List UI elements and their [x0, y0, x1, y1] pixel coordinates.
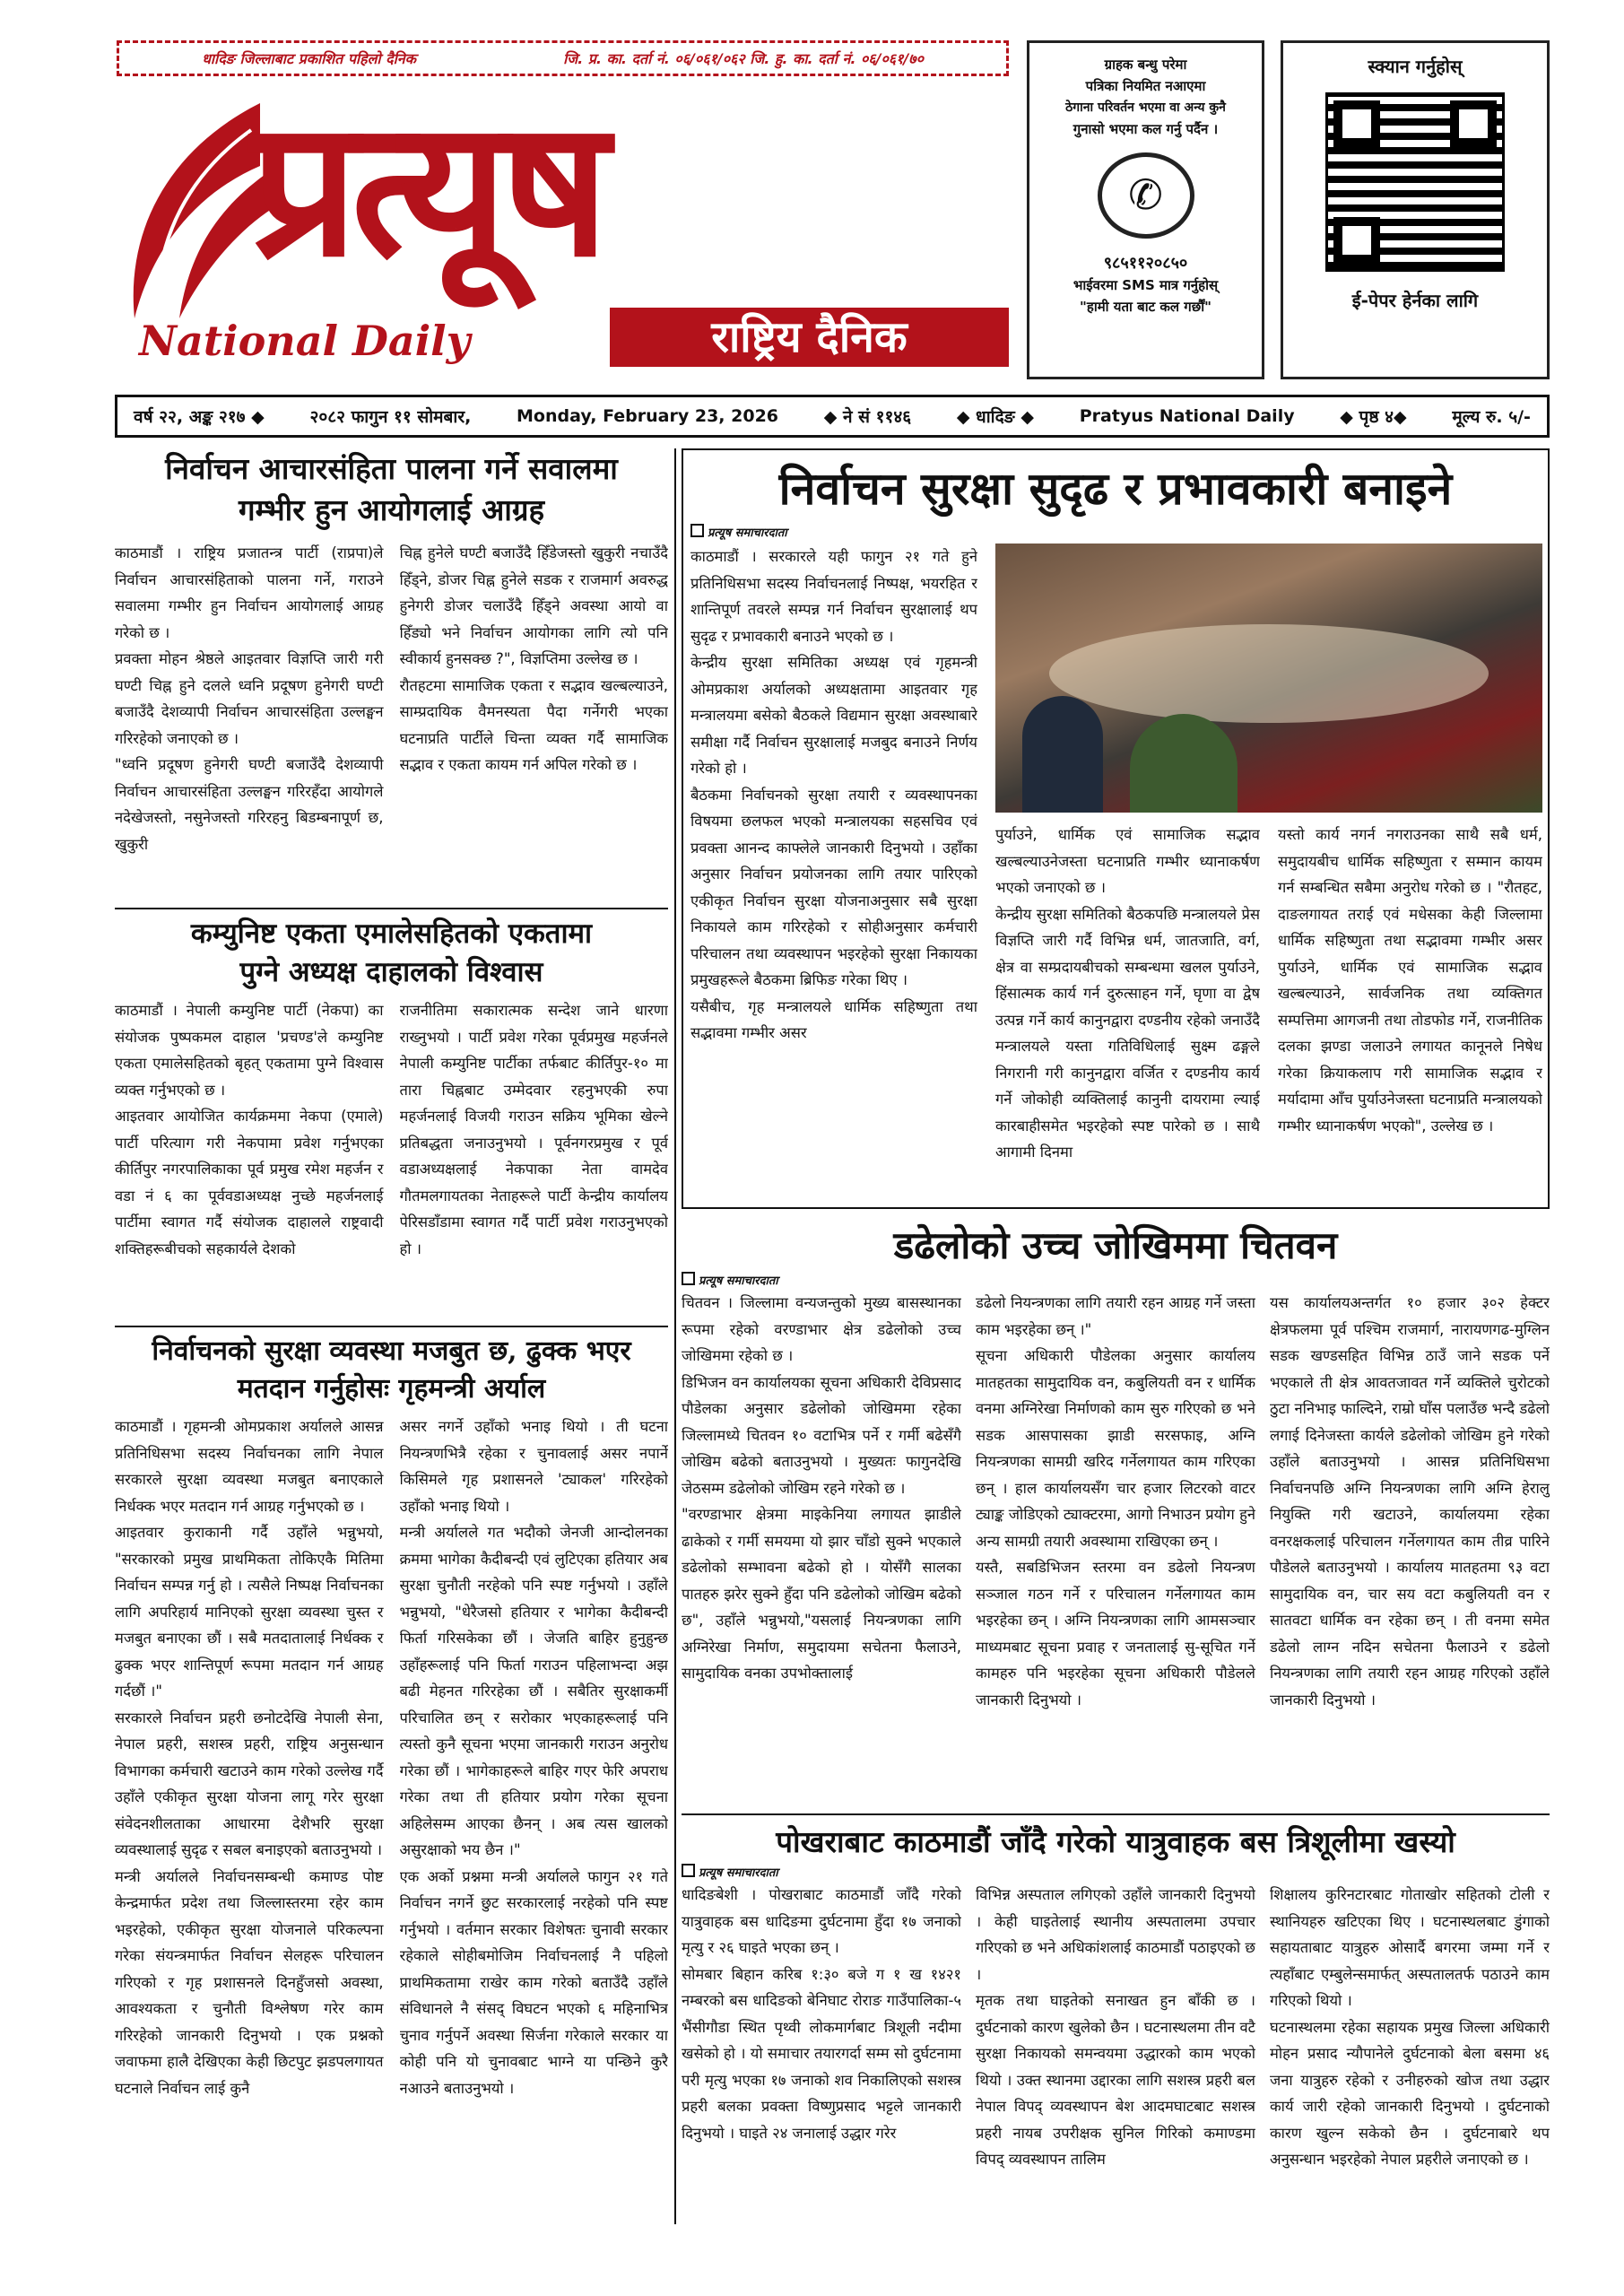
- byline: प्रत्यूष समाचारदाता: [682, 1864, 1550, 1880]
- divider: [682, 1813, 1550, 1815]
- qr-title: स्क्यान गर्नुहोस्: [1368, 56, 1463, 77]
- notice-line: ठेगाना परिवर्तन भएमा वा अन्य कुनै: [1065, 100, 1226, 115]
- nepal-samvat: ◆ ने सं ११४६: [823, 407, 912, 427]
- notice-phone: ९८५११२०८५०: [1103, 254, 1188, 273]
- headline: मतदान गर्नुहोसः गृहमन्त्री अर्याल: [237, 1373, 546, 1405]
- article-forest-fire: [682, 1220, 1550, 1819]
- article-body: शिक्षालय कुरिनटारबाट गोताखोर सहितको टोली र स्थानियहरु खटिएका थिए । घटनास्थलबाट डुंगाको सहायताबाट यात्रुहरु ओसार्दै बगरमा जम्मा गर्ने र त्यहाँबाट एम्बुलेन्समार्फत् अस्पतालतर्फ पठाउने काम गरिएको थियो । घटनास्थलमा रहेका सहायक प्रमुख जिल्ला अधिकारी मोहन प्रसाद न्यौपानेले दुर्घटनाको बेला बसमा ४६ जना यात्रुहरु रहेको र उनीहरुको खोज तथा उद्धार कार्य जारी रहेको जानकारी दिनुभयो । दुर्घटनाको कारण खुल्न सकेको छैन । दुर्घटनाबारे थप अनुसन्धान भइरहेको नेपाल प्रहरीले जनाएको छ ।: [1270, 1886, 1550, 2168]
- column-separator: [674, 448, 676, 2224]
- article-body: चितवन । जिल्लामा वन्यजन्तुको मुख्य बासस्थानका रूपमा रहेको वरण्डाभार क्षेत्र डढेलोको उच्च जोखिममा रहेको छ । डिभिजन वन कार्यालयका सूचना अधिकारी देविप्रसाद पौडेलका अनुसार डढेलोको जोखिममा रहेका जिल्लामध्ये चितवन १० वटाभित्र पर्ने र गर्मी बढेसँगै जोखिम बढेको बताउनुभयो । मुख्यतः फागुनदेखि जेठसम्म डढेलोको जोखिम रहने गरेको छ । "वरण्डाभार क्षेत्रमा माइकेनिया लगायत झाडीले ढाकेको र गर्मी समयमा यो झार चाँडो सुक्ने भएकाले डढेलोको सम्भावना बढेको हो । योसँगै सालका पातहरु झरेर सुक्ने हुँदा पनि डढेलोको जोखिम बढेको छ", उहाँले भन्नुभयो,"यसलाई नियन्त्रणका लागि अग्निरेखा निर्माण, समुदायमा सचेतना फैलाउने, सामुदायिक वनका उपभोक्तालाई: [682, 1294, 961, 1682]
- masthead-title: प्रत्यूष: [251, 77, 603, 299]
- article-body: काठमाडौं । सरकारले यही फागुन २१ गते हुने प्रतिनिधिसभा सदस्य निर्वाचनलाई निष्पक्ष, भयरहित र शान्तिपूर्ण तवरले सम्पन्न गर्न निर्वाचन सुरक्षालाई थप सुदृढ र प्रभावकारी बनाउने भएको छ । केन्द्रीय सुरक्षा समितिका अध्यक्ष एवं गृहमन्त्री ओमप्रकाश अर्यालको अध्यक्षतामा आइतवार गृह मन्त्रालयमा बसेको बैठकले विद्यमान सुरक्षा अवस्थाबारे समीक्षा गर्दै निर्वाचन सुरक्षालाई मजबुद बनाउने निर्णय गरेको हो । बैठकमा निर्वाचनको सुरक्षा तयारी र व्यवस्थापनका विषयमा छलफल भएको मन्त्रालयका सहसचिव एवं प्रवक्ता आनन्द काफ्लेले जानकारी दिनुभयो । उहाँका अनुसार निर्वाचन प्रयोजनका लागि तयार पारिएको एकीकृत निर्वाचन सुरक्षा योजनाअनुसार सबै सुरक्षा निकायले काम गरिरहेको र सोहीअनुसार कर्मचारी परिचालन तथा व्यवस्थापन भइरहेको सुरक्षा निकायका प्रमुखहरूले बैठकमा ब्रिफिङ गरेका थिए । यसैबीच, गृह मन्त्रालयले धार्मिक सहिष्णुता तथा सद्भावमा गम्भीर असर: [690, 548, 977, 1041]
- article-body: काठमाडौं । गृहमन्त्री ओमप्रकाश अर्यालले आसन्न प्रतिनिधिसभा सदस्य निर्वाचनका लागि नेपाल सरकारले सुरक्षा व्यवस्था मजबुत बनाएकाले निर्धक्क भएर मतदान गर्न आग्रह गर्नुभएको छ । आइतवार कुराकानी गर्दै उहाँले भन्नुभयो, "सरकारको प्रमुख प्राथमिकता तोकिएकै मितिमा निर्वाचन सम्पन्न गर्नु हो । त्यसैले निष्पक्ष निर्वाचनका लागि अपरिहार्य मानिएको सुरक्षा व्यवस्था चुस्त र मजबुत बनाएका छौं । सबै मतदातालाई निर्धक्क र ढुक्क भएर शान्तिपूर्ण रूपमा मतदान गर्न आग्रह गर्दछौं ।" सरकारले निर्वाचन प्रहरी छनोटदेखि नेपाली सेना, नेपाल प्रहरी, सशस्त्र प्रहरी, राष्ट्रिय अनुसन्धान विभागका कर्मचारी खटाउने काम गरेको उल्लेख गर्दै उहाँले एकीकृत सुरक्षा योजना लागू गरेर सुरक्षा संवेदनशीलताका आधारमा देशैभरि सुरक्षा व्यवस्थालाई सुदृढ र सबल बनाइएको बताउनुभयो । मन्त्री अर्यालले निर्वाचनसम्बन्धी कमाण्ड पोष्ट केन्द्रमार्फत प्रदेश तथा जिल्लास्तरमा रहेर काम भइरहेको, एकीकृत सुरक्षा योजनाले परिकल्पना गरेका संयन्त्रमार्फत निर्वाचन सेलहरू परिचालन गरिएको र गृह प्रशासनले दिनहुँजसो अवस्था, आवश्यकता र चुनौती विश्लेषण गरेर काम गरिरहेको जानकारी दिनुभयो । एक प्रश्नको जवाफमा हालै देखिएका केही छिटपुट झडपलगायत घटनाले निर्वाचन लाई कुनै: [115, 1418, 384, 2097]
- article-body: यस कार्यालयअन्तर्गत १० हजार ३०२ हेक्टर क्षेत्रफलमा पूर्व पश्चिम राजमार्ग, नारायणगढ-मुग्लिन सडक खण्डसहित विभिन्न ठाउँ जाने सडक पर्ने भएकाले ती क्षेत्र आवतजावत गर्ने व्यक्तिले चुरोटको ठुटा ननिभाइ फाल्दिने, राम्रो घाँस पलाउँछ भन्दै डढेलो लगाई दिनेजस्ता कार्यले डढेलोको जोखिम हुने गरेको उहाँले बताउनुभयो । आसन्न प्रतिनिधिसभा निर्वाचनपछि अग्नि नियन्त्रणका लागि अग्नि हेरालु नियुक्ति गरी खटाउने, कार्यालयमा रहेका वनरक्षकलाई परिचालन गर्नेलगायत काम तीव्र पारिने पौडेलले बताउनुभयो । कार्यालय मातहतमा ९३ वटा सामुदायिक वन, चार सय वटा कबुलियती वन र सातवटा धार्मिक वन रहेका छन् । ती वनमा समेत डढेलो लाग्न नदिन सचेतना फैलाउने र डढेलो नियन्त्रणका लागि तयारी रहन आग्रह गरिएको उहाँले जानकारी दिनुभयो ।: [1270, 1294, 1550, 1709]
- byline: प्रत्यूष समाचारदाता: [690, 524, 1541, 540]
- article-body: विभिन्न अस्पताल लगिएको उहाँले जानकारी दिनुभयो । केही घाइतेलाई स्थानीय अस्पतालमा उपचार गरिएको छ भने अधिकांशलाई काठमाडौं पठाइएको छ । मृतक तथा घाइतेको सनाखत हुन बाँकी छ । दुर्घटनाको कारण खुलेको छैन । घटनास्थलमा तीन वटै सुरक्षा निकायको समन्वयमा उद्धारको काम भएको थियो । उक्त स्थानमा उद्दारका लागि सशस्त्र प्रहरी बल नेपाल विपद् व्यवस्थापन बेश आदमघाटबाट सशस्त्र प्रहरी नायब उपरीक्षक सुनिल गिरिको कमाण्डमा विपद् व्यवस्थापन तालिम: [976, 1886, 1255, 2168]
- article-communist-unity: [115, 915, 668, 1316]
- article-body: यस्तो कार्य नगर्न नगराउनका साथै सबै धर्म, समुदायबीच धार्मिक सहिष्णुता र सम्मान कायम गर्न सम्बन्धित सबैमा अनुरोध गरेको छ । "रौतहट, दाङलगायत तराई एवं मधेसका केही जिल्लामा धार्मिक सहिष्णुता तथा सद्भावमा गम्भीर असर पुर्याउने, धार्मिक एवं सामाजिक सद्भाव खल्बल्याउने, सार्वजनिक तथा व्यक्तिगत सम्पत्तिमा आगजनी तथा तोडफोड गर्ने, राजनीतिक दलका झण्डा जलाउने लगायत कानूनले निषेध गरेका क्रियाकलाप गरी सामाजिक सद्भाव र मर्यादामा आँच पुर्याउनेजस्ता घटनाप्रति मन्त्रालयको गम्भीर ध्यानाकर्षण भएको", उल्लेख छ ।: [1278, 826, 1542, 1135]
- masthead-english: National Daily: [139, 317, 471, 365]
- headline: निर्वाचनको सुरक्षा व्यवस्था मजबुत छ, ढुक्क भएर: [152, 1335, 631, 1367]
- price: मूल्य रु. ५/-: [1452, 407, 1531, 427]
- date-nepali: २०८२ फागुन ११ सोमबार,: [309, 407, 472, 427]
- masthead-nepali: राष्ट्रिय दैनिक: [610, 308, 1009, 367]
- quill-logo-icon: [117, 94, 269, 327]
- lead-article: [682, 448, 1550, 1209]
- byline: प्रत्यूष समाचारदाता: [682, 1272, 1550, 1288]
- article-body: चिह्न हुनेले घण्टी बजाउँदै हिँडेजस्तो खुकुरी नचाउँदै हिँड्ने, डोजर चिह्न हुनेले सडक र राजमार्ग अवरुद्ध हुनेगरी डोजर चलाउँदै हिँड्ने अवस्था आयो वा हिँड्यो भने निर्वाचन आयोगका लागि त्यो पनि स्वीकार्य हुनसक्छ ?", विज्ञप्तिमा उल्लेख छ । रौतहटमा सामाजिक एकता र सद्भाव खल्बल्याउने, साम्प्रदायिक वैमनस्यता पैदा गर्नेगरी भएका घटनाप्रति पार्टीले चिन्ता व्यक्त गर्दै सामाजिक सद्भाव र एकता कायम गर्न अपिल गरेको छ ।: [399, 544, 668, 773]
- viber-phone-icon: ✆: [1098, 152, 1194, 239]
- article-bus-accident: [682, 1821, 1550, 2276]
- notice-line: ग्राहक बन्धु परेमा: [1104, 57, 1187, 73]
- registration-number: जि. प्र. का. दर्ता नं. ०६/०६१/०६२ जि. हु. का. दर्ता नं. ०६/०६१/७०: [563, 50, 924, 67]
- article-body: राजनीतिमा सकारात्मक सन्देश जाने धारणा राख्नुभयो । पार्टी प्रवेश गरेका पूर्वप्रमुख महर्जनले नेपाली कम्युनिष्ट पार्टीका तर्फबाट कीर्तिपुर-१० मा तारा चिह्नबाट उम्मेदवार रहनुभएकी रुपा महर्जनलाई विजयी गराउन सक्रिय भूमिका खेल्ने प्रतिबद्धता जनाउनुभयो । पूर्वनगरप्रमुख र पूर्व वडाअध्यक्षलाई नेकपाका नेता वामदेव गौतमलगायतका नेताहरूले पार्टी केन्द्रीय कार्यालय पेरिसडाँडामा स्वागत गर्दै पार्टी प्रवेश गराउनुभएको हो ।: [399, 1002, 668, 1257]
- qr-caption: ई-पेपर हेर्नका लागि: [1351, 290, 1479, 311]
- meeting-photo: [995, 544, 1542, 813]
- volume-issue: वर्ष २२, अङ्क २१७ ◆: [134, 407, 265, 427]
- article-home-minister: [115, 1333, 668, 2274]
- headline: पुग्ने अध्यक्ष दाहालको विश्वास: [239, 956, 543, 988]
- date-english: Monday, February 23, 2026: [517, 406, 779, 426]
- qr-code-icon[interactable]: [1325, 92, 1505, 272]
- article-election-code: [115, 448, 668, 885]
- headline: कम्युनिष्ट एकता एमालेसहितको एकतामा: [190, 918, 593, 950]
- lead-headline: निर्वाचन सुरक्षा सुदृढ र प्रभावकारी बनाइने: [778, 462, 1453, 515]
- notice-line: पत्रिका नियमित नआएमा: [1085, 78, 1206, 94]
- divider: [115, 908, 668, 909]
- article-body: धादिङबेशी । पोखराबाट काठमाडौं जाँदै गरेको यात्रुवाहक बस धादिङमा दुर्घटनामा हुँदा १७ जनाको मृत्यु र २६ घाइते भएका छन् । सोमबार बिहान करिब १:३० बजे ग १ ख १४२१ नम्बरको बस धादिङको बेनिघाट रोराङ गाउँपालिका-५ भैंसीगौडा स्थित पृथ्वी लोकमार्गबाट त्रिशूली नदीमा खसेको हो । यो समाचार तयारगर्दा सम्म सो दुर्घटनामा परी मृत्यु भएका १७ जनाको शव निकालिएको सशस्त्र प्रहरी बलका प्रवक्ता विष्णुप्रसाद भट्टले जानकारी दिनुभयो । घाइते २४ जनालाई उद्धार गरेर: [682, 1886, 961, 2142]
- article-body: काठमाडौं । नेपाली कम्युनिष्ट पार्टी (नेकपा) का संयोजक पुष्पकमल दाहाल 'प्रचण्ड'ले कम्युनिष्ट एकता एमालेसहितको बृहत् एकतामा पुग्ने विश्वास व्यक्त गर्नुभएको छ । आइतवार आयोजित कार्यक्रममा नेकपा (एमाले) पार्टी परित्याग गरी नेकपामा प्रवेश गर्नुभएका कीर्तिपुर नगरपालिकाका पूर्व प्रमुख रमेश महर्जन र वडा नं ६ का पूर्ववडाअध्यक्ष नुच्छे महर्जनलाई पार्टीमा स्वागत गर्दै संयोजक दाहालले राष्ट्रवादी शक्तिहरूबीचको सहकार्यले देशको: [115, 1002, 384, 1257]
- notice-sms: भाईवरमा SMS मात्र गर्नुहोस्: [1073, 277, 1219, 293]
- article-body: असर नगर्ने उहाँको भनाइ थियो । ती घटना नियन्त्रणभित्रै रहेका र चुनावलाई असर नपार्ने किसिमले गृह प्रशासनले 'ट्याकल' गरिरहेको उहाँको भनाइ थियो । मन्त्री अर्यालले गत भदौको जेनजी आन्दोलनका क्रममा भागेका कैदीबन्दी एवं लुटिएका हतियार अब सुरक्षा चुनौती नरहेको पनि स्पष्ट गर्नुभयो । उहाँले भन्नुभयो, "धेरैजसो हतियार र भागेका कैदीबन्दी फिर्ता गरिसकेका छौं । जेजति बाहिर हुनुहुन्छ उहाँहरूलाई पनि फिर्ता गराउन पहिलाभन्दा अझ बढी मेहनत गरिरहेका छौं । सबैतिर सुरक्षाकर्मी परिचालित छन् र सरोकार भएकाहरूलाई पनि त्यस्तो कुनै सूचना भएमा जानकारी गराउन अनुरोध गरेका छौं । भागेकाहरूले बाहिर गएर फेरि अपराध गरेका तथा ती हतियार प्रयोग गरेका सूचना अहिलेसम्म आएका छैनन् । अब त्यस खालको असुरक्षाको भय छैन ।" एक अर्को प्रश्नमा मन्त्री अर्यालले फागुन २१ गते निर्वाचन नगर्ने छुट सरकारलाई नरहेको पनि स्पष्ट गर्नुभयो । वर्तमान सरकार विशेषतः चुनावी सरकार रहेकाले सोहीबमोजिम निर्वाचनलाई नै पहिलो प्राथमिकतामा राखेर काम गरेको बताउँदै उहाँले संविधानले नै संसद् विघटन भएको ६ महिनाभित्र चुनाव गर्नुपर्ने अवस्था सिर्जना गरेकाले सरकार या कोही पनि यो चुनावबाट भाग्ने या पन्छिने कुरै नआउने बताउनुभयो ।: [399, 1418, 668, 2097]
- notice-quote: "हामी यता बाट कल गर्छौं": [1080, 299, 1211, 315]
- place: ◆ धादिङ ◆: [956, 407, 1034, 427]
- divider: [115, 1326, 668, 1327]
- qr-box: [1281, 40, 1550, 379]
- headline: डढेलोको उच्च जोखिममा चितवन: [893, 1223, 1338, 1267]
- article-body: पुर्याउने, धार्मिक एवं सामाजिक सद्भाव खल्बल्याउनेजस्ता घटनाप्रति गम्भीर ध्यानाकर्षण भएको जनाएको छ । केन्द्रीय सुरक्षा समितिको बैठकपछि मन्त्रालयले प्रेस विज्ञप्ति जारी गर्दै विभिन्न धर्म, जातजाति, वर्ग, क्षेत्र वा सम्प्रदायबीचको सम्बन्धमा खलल पुर्याउने, हिंसात्मक कार्य गर्न दुरुत्साहन गर्ने, घृणा वा द्वेष उत्पन्न गर्ने कार्य कानुनद्वारा दण्डनीय रहेको जनाउँदै मन्त्रालयले यस्ता गतिविधिलाई सुक्ष्म ढङ्गले निगरानी गरी कानुनद्वारा वर्जित र दण्डनीय कार्य गर्ने जोकोही व्यक्तिलाई कानुनी दायरामा ल्याई कारबाहीसमेत भइरहेको स्पष्ट पारेको छ । साथै आगामी दिनमा: [995, 826, 1260, 1161]
- issue-info-bar: [115, 395, 1550, 438]
- registration-strip: [117, 40, 1009, 76]
- headline: गम्भीर हुन आयोगलाई आग्रह: [238, 492, 544, 527]
- paper-name: Pratyus National Daily: [1079, 406, 1295, 426]
- page-number: ◆ पृष्ठ ४◆: [1340, 407, 1407, 427]
- masthead: [117, 77, 1009, 372]
- subscriber-notice: [1027, 40, 1264, 379]
- headline: पोखराबाट काठमाडौं जाँदै गरेको यात्रुवाहक बस त्रिशूलीमा खस्यो: [776, 1824, 1455, 1859]
- tagline-text: धादिङ जिल्लाबाट प्रकाशित पहिलो दैनिक: [202, 50, 416, 67]
- notice-line: गुनासो भएमा कल गर्नु पर्दैन ।: [1073, 121, 1219, 137]
- article-body: काठमाडौं । राष्ट्रिय प्रजातन्त्र पार्टी (राप्रपा)ले निर्वाचन आचारसंहिताको पालना गर्ने, गराउने सवालमा गम्भीर हुन निर्वाचन आयोगलाई आग्रह गरेको छ । प्रवक्ता मोहन श्रेष्ठले आइतवार विज्ञप्ति जारी गरी घण्टी चिह्न हुने दलले ध्वनि प्रदूषण हुनेगरी घण्टी बजाउँदै देशव्यापी निर्वाचन आचारसंहिता उल्लङ्घन गरिरहेको जनाएको छ । "ध्वनि प्रदूषण हुनेगरी घण्टी बजाउँदै देशव्यापी निर्वाचन आचारसंहिता उल्लङ्घन गरिरहँदा आयोगले नदेखेजस्तो, नसुनेजस्तो गरिरहनु बिडम्बनापूर्ण छ, खुकुरी: [115, 544, 384, 853]
- article-body: डढेलो नियन्त्रणका लागि तयारी रहन आग्रह गर्ने जस्ता काम भइरहेका छन् ।" सूचना अधिकारी पौडेलका अनुसार कार्यालय मातहतका सामुदायिक वन, कबुलियती वन र धार्मिक वनमा अग्निरेखा निर्माणको काम सुरु गरिएको छ भने सडक आसपासका झाडी सरसफाइ, अग्नि नियन्त्रणका सामग्री खरिद गर्नेलगायत काम गरिएका छन् । हाल कार्यालयसँग चार हजार लिटरको वाटर ट्याङ्क जोडिएको ट्याक्टरमा, आगो निभाउन प्रयोग हुने अन्य सामग्री तयारी अवस्थामा राखिएका छन् । यस्तै, सबडिभिजन स्तरमा वन डढेलो नियन्त्रण सञ्जाल गठन गर्ने र परिचालन गर्नेलगायत काम भइरहेका छन् । अग्नि नियन्त्रणका लागि आमसञ्चार माध्यमबाट सूचना प्रवाह र जनतालाई सु-सूचित गर्ने कामहरु पनि भइरहेका सूचना अधिकारी पौडेलले जानकारी दिनुभयो ।: [976, 1294, 1255, 1709]
- headline: निर्वाचन आचारसंहिता पालना गर्ने सवालमा: [165, 451, 618, 486]
